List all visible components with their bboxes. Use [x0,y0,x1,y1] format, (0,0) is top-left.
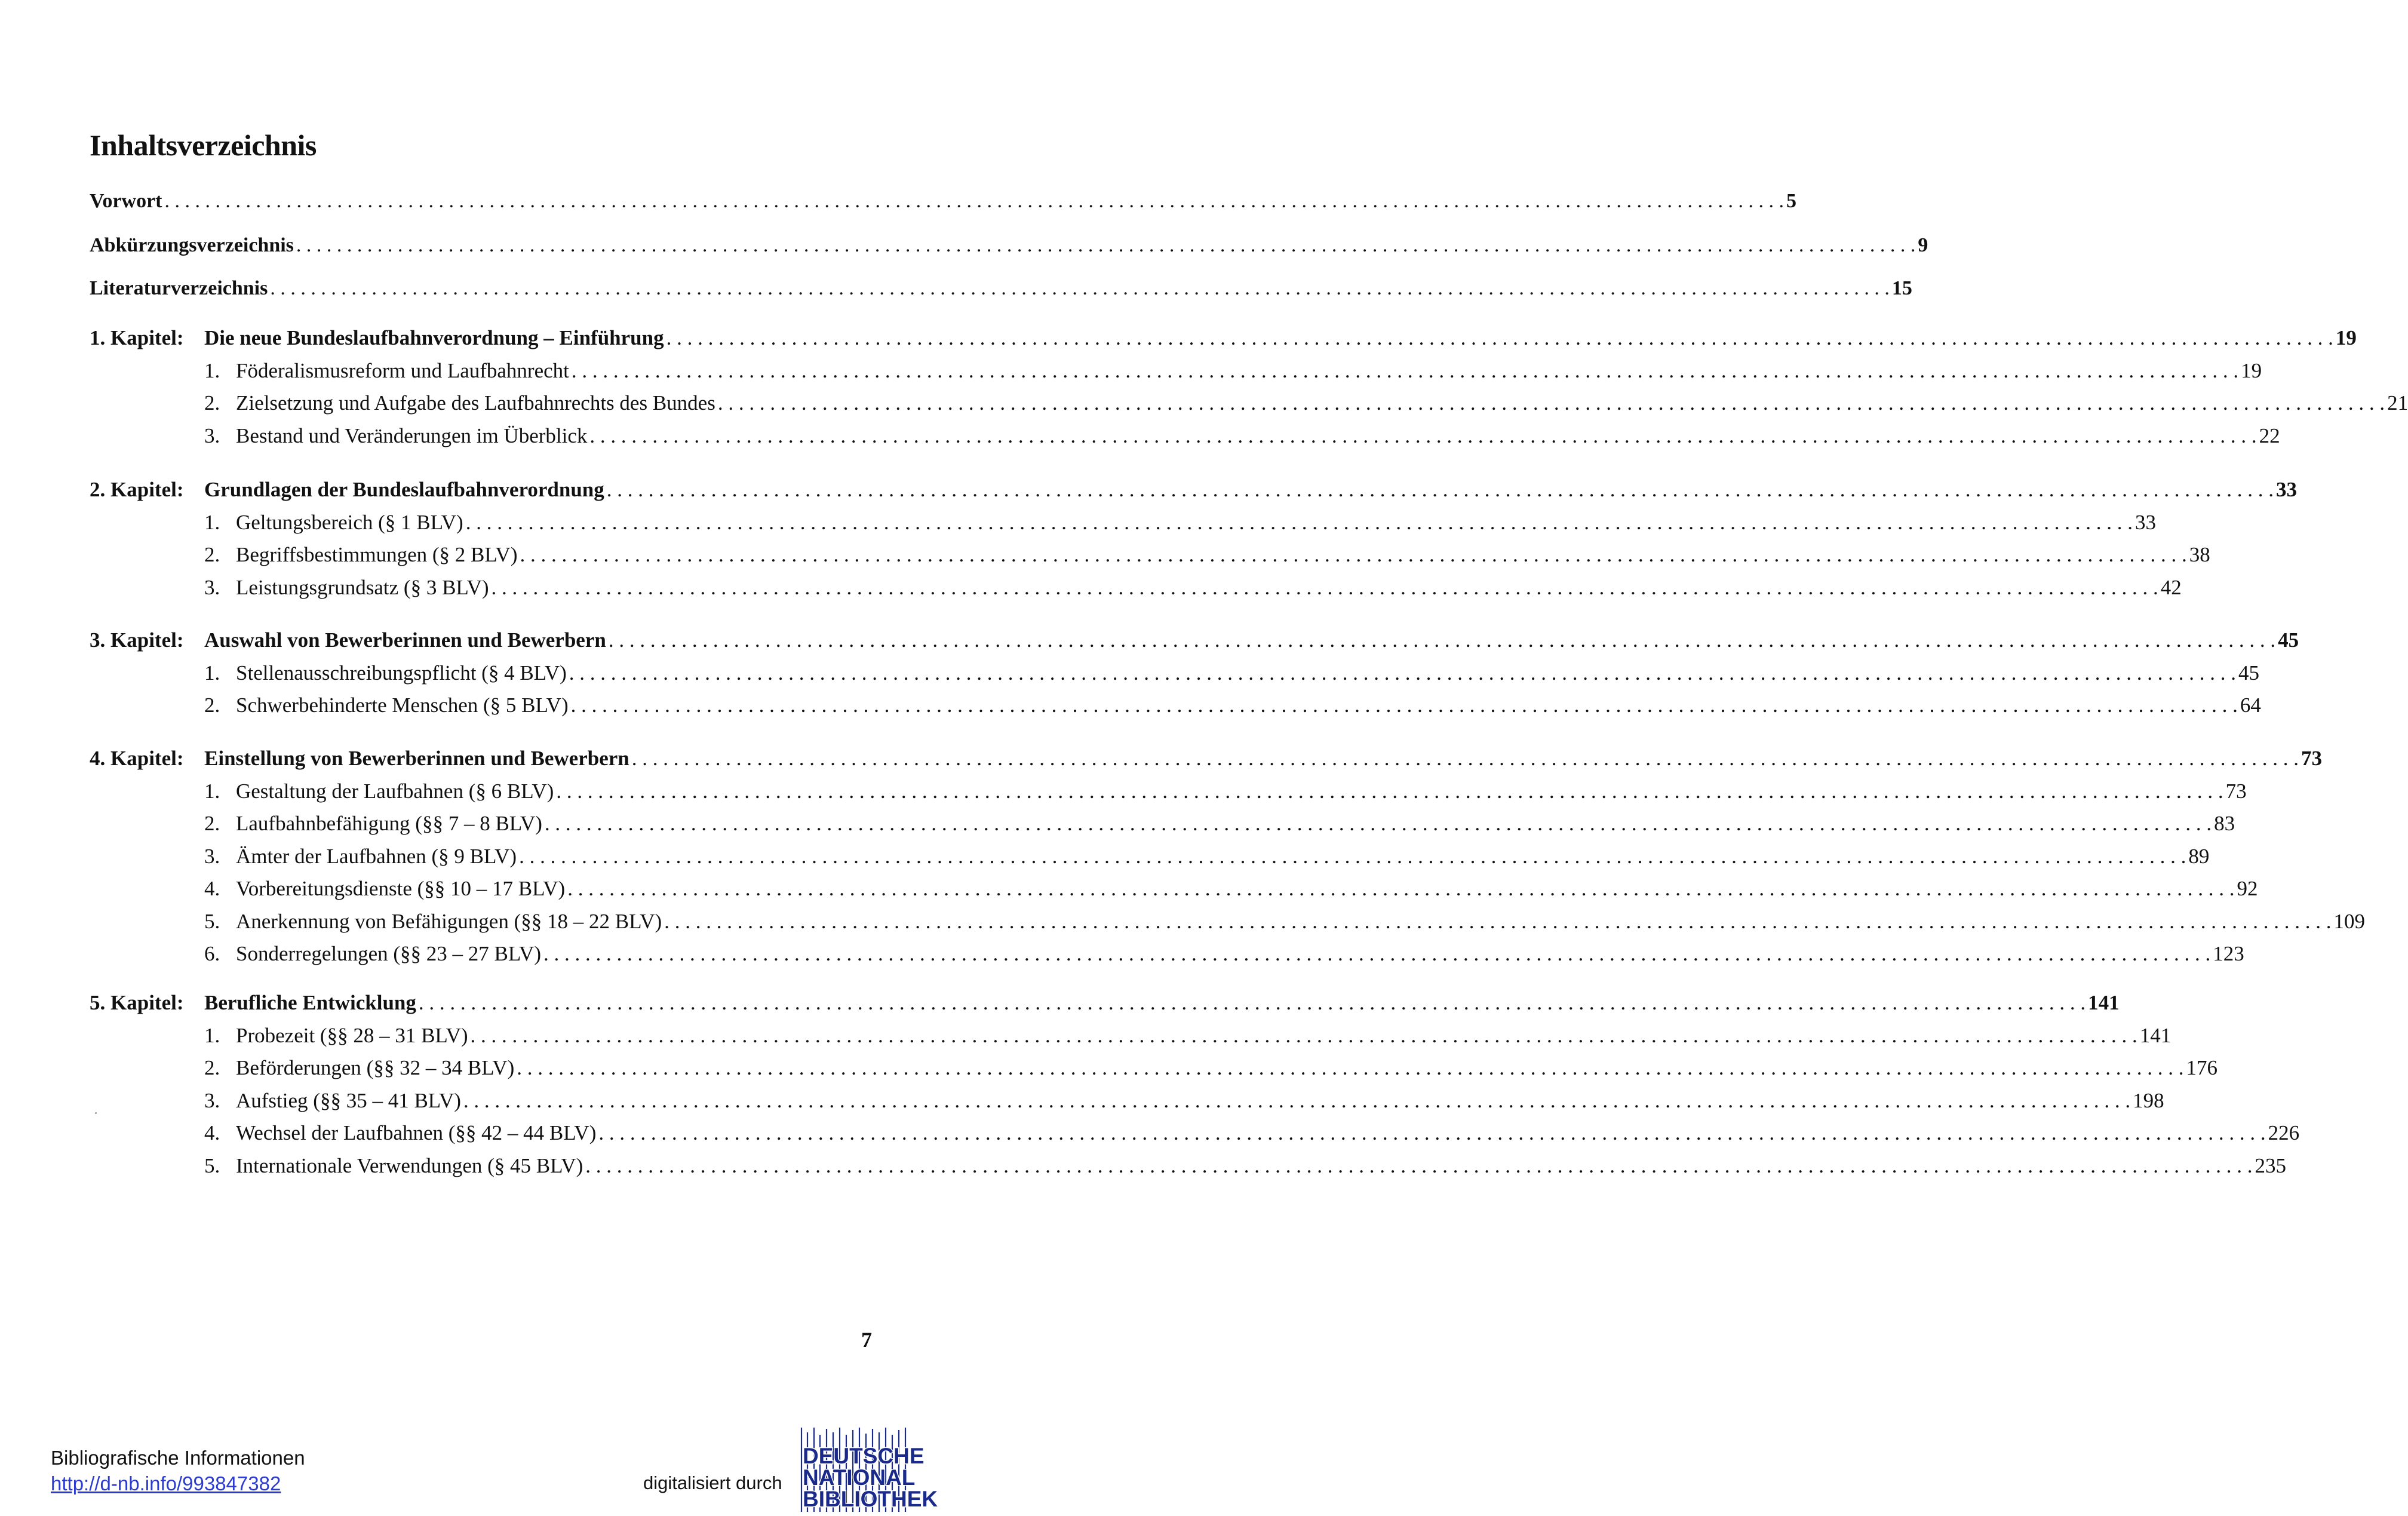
section-title: Sonderregelungen (§§ 23 – 27 BLV) [236,942,541,965]
section-page-number: 38 [2189,543,2210,566]
section-number: 4. [204,877,220,900]
section-page-number: 42 [2160,576,2182,599]
page-title: Inhaltsverzeichnis [90,128,317,162]
section-page-number: 198 [2133,1089,2164,1112]
toc-chapter-heading[interactable] [90,478,2298,509]
dot-leader [517,1056,2183,1080]
section-title: Stellenausschreibungspflicht (§ 4 BLV) [236,661,567,685]
dot-leader [419,991,2086,1015]
section-title: Begriffsbestimmungen (§ 2 BLV) [236,543,518,566]
section-number: 2. [204,812,220,835]
toc-section-entry[interactable] [204,1089,2164,1120]
toc-chapter-heading[interactable] [90,326,2357,357]
section-title: Leistungsgrundsatz (§ 3 BLV) [236,576,489,599]
section-title: Geltungsbereich (§ 1 BLV) [236,511,463,534]
dot-leader [567,877,2234,901]
toc-section-entry[interactable] [204,910,2365,941]
entry-page-number: 9 [1918,234,1928,256]
toc-section-entry[interactable] [204,511,2156,542]
dnb-logo [799,1426,938,1513]
toc-section-entry[interactable] [204,1121,2300,1152]
dot-leader [609,628,2275,652]
section-page-number: 45 [2238,661,2260,685]
toc-section-entry[interactable] [204,1154,2286,1185]
dot-leader [664,910,2331,934]
section-title: Anerkennung von Befähigungen (§§ 18 – 22 BLV) [236,910,662,933]
dot-leader [585,1154,2252,1178]
section-title: Schwerbehinderte Menschen (§ 5 BLV) [236,693,569,717]
chapter-title: Einstellung von Bewerberinnen und Bewerbern [204,747,629,770]
section-number: 2. [204,391,220,415]
section-number: 1. [204,1024,220,1047]
section-title: Bestand und Veränderungen im Überblick [236,424,588,447]
section-page-number: 141 [2139,1024,2172,1047]
bibliographic-info [51,1445,305,1496]
toc-section-entry[interactable] [204,424,2280,455]
section-page-number: 64 [2240,693,2261,717]
dot-leader [666,326,2333,350]
section-title: Vorbereitungsdienste (§§ 10 – 17 BLV) [236,877,566,900]
section-page-number: 83 [2214,812,2235,835]
chapter-title: Auswahl von Bewerberinnen und Bewerbern [204,628,606,652]
chapter-label: 3. Kapitel: [90,628,184,652]
section-page-number: 92 [2237,877,2258,900]
scan-speck [95,1112,97,1114]
toc-section-entry[interactable] [204,812,2235,843]
section-number: 6. [204,942,220,965]
logo-line-2: NATIONAL [803,1465,916,1490]
section-page-number: 109 [2333,910,2365,933]
section-number: 5. [204,1154,220,1177]
entry-page-number: 15 [1891,277,1912,299]
section-title: Gestaltung der Laufbahnen (§ 6 BLV) [236,780,554,803]
toc-section-entry[interactable] [204,543,2210,574]
toc-section-entry[interactable] [204,693,2261,725]
logo-line-3: BIBLIOTHEK [803,1487,938,1511]
dot-leader [165,190,1784,213]
dot-leader [519,845,2186,869]
toc-section-entry[interactable] [204,877,2258,908]
dot-leader [492,576,2158,600]
toc-section-entry[interactable] [204,1024,2172,1055]
toc-section-entry[interactable] [204,845,2210,876]
section-number: 1. [204,661,220,685]
dot-leader [718,391,2385,415]
section-page-number: 226 [2268,1121,2300,1144]
chapter-page-number: 141 [2088,991,2120,1014]
section-title: Aufstieg (§§ 35 – 41 BLV) [236,1089,461,1112]
section-page-number: 19 [2241,359,2262,382]
section-page-number: 21 [2387,391,2408,415]
dnb-link[interactable]: http://d-nb.info/993847382 [51,1472,281,1494]
section-title: Ämter der Laufbahnen (§ 9 BLV) [236,845,517,868]
toc-entry-front-matter[interactable] [90,190,1796,221]
dot-leader [571,693,2238,717]
toc-section-entry[interactable] [204,661,2260,692]
dot-leader [607,478,2274,502]
dot-leader [471,1024,2137,1048]
entry-title: Abkürzungsverzeichnis [90,234,294,256]
section-number: 3. [204,424,220,447]
section-number: 2. [204,693,220,717]
toc-chapter-heading[interactable] [90,628,2299,659]
chapter-title: Die neue Bundeslaufbahnverordnung – Einführung [204,326,664,349]
section-page-number: 176 [2186,1056,2218,1079]
chapter-label: 5. Kapitel: [90,991,184,1014]
chapter-label: 1. Kapitel: [90,326,184,349]
section-number: 3. [204,845,220,868]
section-page-number: 22 [2259,424,2280,447]
section-number: 1. [204,780,220,803]
toc-chapter-heading[interactable] [90,991,2120,1022]
section-title: Föderalismusreform und Laufbahnrecht [236,359,569,382]
chapter-title: Berufliche Entwicklung [204,991,416,1014]
chapter-page-number: 73 [2300,747,2322,770]
chapter-label: 4. Kapitel: [90,747,184,770]
logo-line-1: DEUTSCHE [803,1444,924,1468]
section-title: Laufbahnbefähigung (§§ 7 – 8 BLV) [236,812,542,835]
toc-entry-front-matter[interactable] [90,277,1912,308]
digitized-by-label: digitalisiert durch [643,1472,782,1493]
dot-leader [572,359,2238,383]
entry-title: Vorwort [90,190,162,212]
toc-section-entry[interactable] [204,1056,2218,1087]
section-page-number: 123 [2213,942,2244,965]
page-number: 7 [861,1328,872,1352]
entry-title: Literaturverzeichnis [90,277,268,299]
section-page-number: 89 [2188,845,2210,868]
dot-leader [545,812,2212,836]
section-number: 1. [204,511,220,534]
section-title: Probezeit (§§ 28 – 31 BLV) [236,1024,468,1047]
dot-leader [520,543,2187,567]
section-title: Internationale Verwendungen (§ 45 BLV) [236,1154,583,1177]
section-number: 1. [204,359,220,382]
section-number: 5. [204,910,220,933]
chapter-label: 2. Kapitel: [90,478,184,501]
dot-leader [296,234,1916,257]
toc-section-entry[interactable] [204,391,2408,422]
toc-section-entry[interactable] [204,942,2244,973]
chapter-page-number: 19 [2335,326,2357,349]
dot-leader [463,1089,2130,1113]
section-page-number: 235 [2255,1154,2286,1177]
toc-section-entry[interactable] [204,780,2247,811]
dot-leader [556,780,2223,803]
chapter-page-number: 45 [2278,628,2299,652]
dot-leader [543,942,2210,966]
dot-leader [632,747,2299,771]
section-title: Wechsel der Laufbahnen (§§ 42 – 44 BLV) [236,1121,597,1144]
section-page-number: 73 [2225,780,2247,803]
chapter-page-number: 33 [2276,478,2298,501]
section-number: 2. [204,543,220,566]
section-title: Beförderungen (§§ 32 – 34 BLV) [236,1056,515,1079]
section-number: 2. [204,1056,220,1079]
dot-leader [569,661,2236,685]
bibliographic-label: Bibliografische Informationen [51,1447,305,1469]
dot-leader [466,511,2133,535]
entry-page-number: 5 [1786,190,1796,212]
toc-chapter-heading[interactable] [90,747,2322,778]
dot-leader [598,1121,2265,1145]
section-number: 3. [204,1089,220,1112]
toc-section-entry[interactable] [204,576,2182,607]
dot-leader [589,424,2256,448]
section-page-number: 33 [2134,511,2156,534]
section-number: 3. [204,576,220,599]
section-title: Zielsetzung und Aufgabe des Laufbahnrechts des Bundes [236,391,715,415]
toc-entry-front-matter[interactable] [90,234,1928,265]
toc-section-entry[interactable] [204,359,2262,390]
chapter-title: Grundlagen der Bundeslaufbahnverordnung [204,478,604,501]
dot-leader [270,277,1890,300]
section-number: 4. [204,1121,220,1144]
